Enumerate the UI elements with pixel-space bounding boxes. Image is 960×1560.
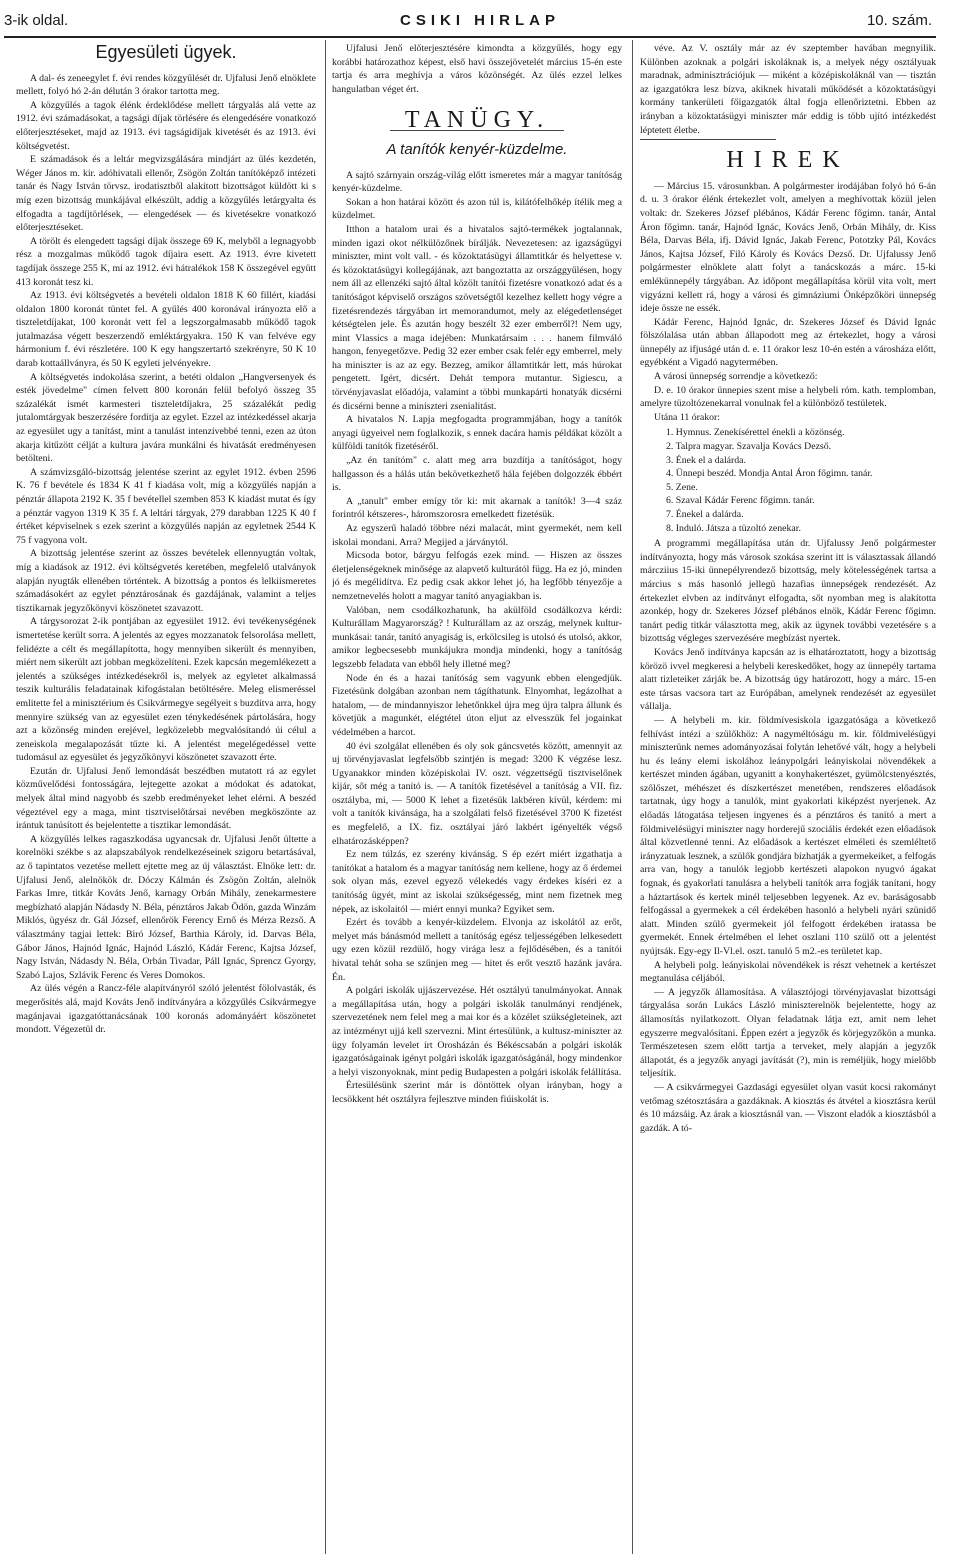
paragraph: A hivatalos N. Lapja megfogadta programmjában, hogy a tanítók anyagi ügyeivel nem foglalkozik, s ennek dacára hamis példákat közölt a külföldi tanítók fizetéséről. [332,414,622,453]
article-body [16,72,316,1037]
paragraph: Sokan a hon határai között és azon túl is, kilátófelhőkép ítélik meg a küzdelmet. [332,196,622,222]
paragraph: E számadások és a leltár megvizsgálására mindjárt az ülés kezdetén, Wéger János m. kir. adóhivatali ellenőr, Zsögön Zoltán tanítóképző intézeti tanár és Nagy István törvsz. irodatisztből alakított bizottságot küldött ki s míg ezen bizottság munkájával elkészült, addig a közgyűlés letárgyalta és elfogadta a tagdíjtörlések, — elengedések — és kivetésekre vonatkozó előterjesztéseket. [16,154,316,234]
paragraph: „Az én tanítóm" c. alatt meg arra buzdítja a tanítóságot, hogy hallgasson és a hálás után bekövetkezhető hála fejében dolgozzék ébbért is. [332,455,622,494]
paper-title: CSIKI HIRLAP [399,12,560,29]
paragraph: Ezért és tovább a kenyér-küzdelem. Elvonja az iskolától az erőt, melyet más bánásmód mellett a tanítóság egész teljességében lelkesedett ugy ezen közül rezdülő, hogy virága lesz a fejlődésében, és a tanítói hivatal tehát soha se szűnjen meg — hitet és erőt vesztő hazánk javára. Én. [332,917,622,983]
article-continuation [332,42,622,96]
page-header [0,0,960,38]
paragraph: — A jegyzők államosítása. A választójogi törvényjavaslat bizottsági tárgyalása során Lukács László miniszterelnök bejelentette, hogy az államosítás nyilatkozott. Olyan feladatnak látja ezt, amit nem lehet egyszerre megvalósítani. Éppen ezért a jegyzők és körjegyzőkön a munka. Természetesen szem előtt tartja a terveket, mely alapján a jegyzők állapotát, és a jegyzők anyagi javítását (?), min is reméljük, hogy mielőbb teljesítik. [640,986,936,1080]
paragraph: A programmi megállapítása után dr. Ujfalussy Jenő polgármester indítványozta, hogy más városok szokása szerint itt is választassak állandó márcziius 15-iki ünnepélyrendező bizottság, mely kötelességének tartsa a március s más hasonló jellegü hazafias ünnepségek rendezését. Az értekezlet elvben az indítványt elfogadta, sőt nyomban meg is alakította azonkép, hogy dr. Szekeres József plébános elnök, Kádár Ferenc főgimn. tanárt pedig titkár választotta meg, akik az ügynek további vezetésére s a bizottság végleges szervezésére megbízást nyertek. [640,538,936,645]
section-title: Egyesületi ügyek. [95,42,237,62]
paragraph: A költségvetés indokolása szerint, a betéti oldalon „Hangversenyek és esték jövedelme" címen felvett 800 koronán felül befolyó összeg 35 százalékát ismét karmesteri tiszteletdíjakra, 25 százalékát pedig jutalomtárgyak beszerzésére fordítja az egylet. Ezzel az intézkedéssel akarja az egyesület ugy a tanítást, mint a tanulást intenzívebbé tenni, ezen az úton akarja kitűzött célját a kultura javára munkálni és hivatását eredményesen betölteni. [16,371,316,465]
paragraph: A törölt és elengedett tagsági díjak összege 69 K, melyből a legnagyobb rész a mozgalmas működő tagok díjaira esett. Az 1913. évre kivetett tagdíjak összege 255 K, mi az 1912. évi hátralékok 158 K összegével együtt 413 koronát tesz ki. [16,235,316,288]
article-title: A tanítók kenyér-küzdelme. [386,140,568,158]
column-3 [640,42,936,1554]
paragraph: Ez nem túlzás, ez szerény kivánság. S ép ezért miért izgathatja a tanítókat a hatalom és a magyar tanítóság nem kellene, hogy az ő érdemei sok olyan más, ezevel egyező vélekedés vagy érdekes kíséri ez a tanítóság ügyét, mint az iskolai szükségesség, mint nem fizetnek meg népek, az iskolaitól — miért ennyi munka? Egyiket sem. [332,849,622,915]
paragraph: Kovács Jenő indítványa kapcsán az is elhatároztatott, hogy a bizottság körözö ivvel megkeresi a helybeli kereskedőket, hogy az ünnepély tartama alatt tizleteiket zárják be. A bizottság úgy határozott, hogy a márc. 15-en este társas vacsora tart az Európában, amelynek rendezését az egyesület vállalja. [640,646,936,713]
news-body [640,180,936,425]
news-body [640,537,936,1135]
article-body [332,169,622,985]
paragraph: A dal- és zeneegylet f. évi rendes közgyűlését dr. Ujfalusi Jenő elnöklete mellett, folyó hó 2-án délután 3 órakor tartotta meg. [16,72,316,98]
column-2 [332,42,622,1554]
paragraph: Utána 11 órakor: [654,411,721,423]
paragraph: A bizottság jelentése szerint az összes bevételek ellennyugtán voltak, míg a kiadások az 1912. évi költségvetés keretében, megfelelő utalványok alapján nyugták ellenében történtek. A bizottság a pontos és lelkiismeretes számadásokért az egylet pénztárosának és gazdájának, valamint a teljes tisztikarnak jegyzőkönyvi köszönetet szavazott. [16,548,316,614]
program-item: 6. Szaval Kádár Ferenc főgimn. tanár. [666,495,815,507]
paragraph: Az ülés végén a Rancz-féle alapítványról szóló jelentést fölolvasták, és megerősítés alá, majd Kováts Jenő indítványára a közgyűlés Csikvármegye magánjavai igazgatóttanácsának 100 koronás adományáért köszönetet mondott. Végezetül dr. [16,983,316,1036]
paragraph: Értesülésünk szerint már is döntöttek olyan irányban, hogy a lecsökkent hét osztályra fejlesztve minden fiúiskolát is. [332,1080,622,1105]
paragraph: — A csikvármegyei Gazdasági egyesület olyan vasút kocsi rakományt vetőmag szétosztására a gazdáknak. A kiosztás és átvétel a kiosztásra kerül és 10 mázsáig. Az árak a kiosztásnál van. — Viszont eladók a kiosztásból a gazdák. A tó- [640,1081,936,1134]
program-item: 4. Ünnepi beszéd. Mondja Antal Áron főgimn. tanár. [666,468,873,480]
program-item: 7. Énekel a dalárda. [666,509,744,520]
program-item: 8. Induló. Játsza a tüzoltó zenekar. [666,522,801,534]
paragraph: A helybeli polg. leányiskolai növendékek is részt vehetnek a kertészet megtanulása céljából. [640,959,936,985]
program-item: 2. Talpra magyar. Szavalja Kovács Dezső. [666,441,832,453]
header-rule [4,36,936,38]
article-continuation [640,42,936,137]
paragraph: véve. Az V. osztály már az év szeptember havában megnyilik. Különben azoknak a polgári iskoláknak is, a melyek négy osztályuak maradnak, adminisztrációjuk — miként a középiskoláknál van — tisztán az igazgatókra lesz bízva, akiknek hivatali működését a közoktatásügyi kormány tankerületi főigazgatók által fogja ellenőriztetni. Ebben az irányban a közoktatásügyi miniszter már eddig is több ujító intézkedést léptetett életbe. [640,43,936,136]
paragraph: Ujfalusi Jenő előterjesztésére kimondta a közgyűlés, hogy egy korábbi határozathoz képest, első havi összejövetelét március 15-én este tartja és arra meghívja a város közönségét. Az ülés ezzel lelkes hangulatban véget ért. [332,43,622,95]
paragraph: Valóban, nem csodálkozhatunk, ha akülföld csodálkozva kérdi: Kulturállam Magyarország? ! Kulturállam az az ország, melynek kultur-munkásai: tanár, tanító anyagiság is, erkölcsileg is utolsó és utolsó, akkor, amikor legbecsesebb munkájukra mondja mindenki, hogy a tanítóság legszebb feladata van ebből hely illetné meg? [332,604,622,670]
news-item [332,984,622,1106]
program-item: 5. Zene. [666,481,698,493]
paragraph: Kádár Ferenc, Hajnód Ignác, dr. Szekeres József és Dávid Ignác fölszólalása után abban állapodott meg az értekezlet, hogy a városi ünnepély az ifjuságé után d. e. 11 órakor lesz 10-én estén a városháza előtt, egyébként a Vigadó nagytermében. [640,316,936,369]
program-item: 1. Hymnus. Zenekísérettel énekli a közönség. [666,427,845,439]
paragraph: D. e. 10 órakor ünnepies szent mise a helybeli róm. kath. templomban, amelyre tüzoltózenekarral vonulnak fel a különböző testületek. [640,384,936,410]
paragraph: Ezután dr. Ujfalusi Jenő lemondását beszédben mutatott rá az egylet közművelődési fontosságára, lejtegette azokat a módokat és adatokat, melyek által mind nagyobb és szebb eredményeket lehet elérni. A beszéd végeztével egy a maga, mint tisztviselőtársai nevében megköszönte az irántuk tanúsított és bejelentette a tisztikar lemondását. [16,765,316,832]
paragraph: — Március 15. városunkban. A polgármester irodájában folyó hó 6-án d. u. 3 órakor élénk értekezlet volt, amelyen a meghívottak közül jelen voltak: dr. Szekeres József plébános, Kádár Ferenc főgimn. tanár, Antal Áron főgimn. tanár, Hajnód Ignác, Kovács Jenő, Orbán Mihály, dr. Kiss Béla, Darvas Béla, ifj. Dávid Ignác, Jakab Ferenc, Pototzky Pál, Kovács János, Kajtsa József, Filó Károly és Kovács Dezső. Dr. Ujfalussy Jenő polgármester elnöklete alatt folyt a tanácskozás a márc. 15-ki emlékünnepély tárgyában. Az időpont megállapítása körül vita volt, mert vigyázni kellett rá, hogy a városi és gimnáziumi Önképzőköri ünnepség ideje össze ne essék. [640,180,936,315]
paragraph: A közgyűlés a tagok élénk érdeklődése mellett tárgyalás alá vette az 1912. évi számadásokat, a tagsági díjak törlésére és elengedésére vonatkozó előterjesztéseket, majd az 1913. évi tagságidíjak kivetését és az 1913. évi költségvetést. [16,99,316,152]
paragraph: Az 1913. évi költségvetés a bevételi oldalon 1818 K 60 fillért, kiadási oldalon 1800 koronát tüntet fel. A gyűlés 400 koronával irányozta elő a tiszteletdíjakat, 100 koronát vett fel a legszorgalmasabb működő tagok jutalmazása végett beszerzendő emléktárgyakra. 150 K van felvéve egy hármonium f. évi részletére. 100 K egy hangszertartó szekrényre, 50 K 10 darab kottaállványra, és 50 K egyleti jelvényekre. [16,290,316,370]
paragraph: A számvizsgáló-bizottság jelentése szerint az egylet 1912. évben 2596 K. 76 f bevétele és 1834 K 41 f kiadása volt, míg a közgyűlés napján a pénztár állapota 2192 K. 35 f bevétellel szemben 853 K kiadást mutat és így a pénztár vagyon 1319 K 35 f. A leltári tárgyak, 279 darabban 1225 K 40 f értéket képviselnek s ezek szerint a közgyűlés napján az egyletnek 2544 K 75 f vagyona volt. [16,466,316,546]
paragraph: A tárgysorozat 2-ik pontjában az egyesület 1912. évi tevékenységének ismertetése került sorra. A jelentés az egyes mozzanatok felsorolása mellett, felidézte a célt és megállapította, hogy mennyiben sikerült és mennyiben, miért nem sikerült azt jobban megközelíteni. Ezek kapcsán megemlékezett a jelentés a szükséges intézkedésekről is, melyek az egyletet alkalmassá teszik kulturális feladatainak kifogástalan betöltésére. Meleg elismeréssel emlitette fel a minisztérium és Csikvármegye segélyeit s buzdítva arra, hogy mennyire szükség van az egyesület ezen ténykedésének pártolására, hogy azt a közönség minden erejével, legközelebb megvalósítandó úi célul a zeneiskola megalapozását tűzte ki. A jelentést megelégedéssel vette tudomásul az egyesület és jegyzőkönyvi köszönetet szavazott érte. [16,616,316,764]
paragraph: Az egyszerű haladó többre nézi malacát, mint gyermekét, nem kell iskolai mondani. Arra? Megijed a járványtól. [332,523,622,548]
paragraph: Micsoda botor, bárgyu felfogás ezek mind. — Hiszen az összes életjelenségeknek minősége az alapvető kulturától függ. Ha ez jó, minden jó és megélidítva. Ez pedig csak akkor lehet jó, ha legfőbb tényezője a nemzetnevelés holott a magyar tanító anyagiakban is. [332,550,622,602]
paragraph: A polgári iskolák ujjászervezése. Hét osztályú tanulmányokat. Annak a megállapítása után, hogy a polgári iskolák tanulmányi rendjének, szervezetének nem felel meg a mai kor és a közélet szükségleteinek, azt az intézményt ujjá kell szervezni. Mint értesülünk, a kultusz-miniszter az ügy folyamán levelet írt Orosházán és Békéscsabán a polgári iskolák igazgatóságainak igényt polgári iskolák igazgatóságánál, hogy mindenkor a helyi viszonyoknak, mint pedig Budapesten a polgári iskolák felállítása. [332,985,622,1078]
section-title: TANÜGY. [390,114,564,131]
column-divider [632,40,633,1554]
paragraph: Itthon a hatalom urai és a hivatalos sajtó-termékek jogtalannak, minden igazi okot nélkülözőnek bírálják. Nevezetesen: az igazságügyi miniszter, mint volt vall. - és közoktatásügyi államtitkár és helyettese v. és közoktatásügyi kollegájának, azt bangoztatta az országgyűlésen, hogy nem áll az ellenzéki sajtó által közölt tanítói fizetésre vonatkozó adat és a tanítóságot képviselő országos szövetségtől kezelhez kellett hogy végre a fizetésrendezés tárgyában irt memorandumot, mely az elégedetlenséget kétségtelen jele. És azután hogy beszélt 32 ezer emberről?! Nem ugy, mint Vlassics a maga idejében: Munkatársaim . . . hanem filmváló hangon, fenyegetőzve. Pedig 32 ezer ember csak felér egy emberrel, mely ha miniszter is az az egy. Bezzeg, amikor államtitkár lett, más húrokat pengetett. Igért, dicsért. Dehát tempora mutantur. Sigiescu, a törvényjavaslat előadója, valamint a többi munkapárti honatyák dicsérni és dicsérni benne a miniszteri zsenialitást. [332,223,622,412]
paragraph: A városi ünnepség sorrendje a következő: [654,371,818,383]
page-label: 3-ik oldal. [4,12,69,29]
paragraph: 40 évi szolgálat ellenében és oly sok gáncsvetés között, amennyit az uj törvényjavaslat legfelsőbb szintjén is megad: 3200 K végzése lesz. Ugyanakkor minden középiskolai IV. oszt. végzettségű tisztviselőnek kijár, sőt még a tanító is. — A tanítók fizetésével a tanítóság a VII. fiz. osztályba, mi, — 5000 K lehet a fizetésük lakbéren kívül, kérdem: mi volt a tanítók kivánsága, ha a szolgálati felső fizetésével 3700 K fizetést es megfelelő, a IX. fiz. osztályai járó lakbért igényelték végső elhatározásképpen? [332,740,622,847]
paragraph: A sajtó szárnyain ország-világ előtt ismeretes már a magyar tanítóság kenyér-küzdelme. [332,169,622,195]
section-title: HIREK [726,147,850,174]
program-item: 3. Ének el a dalárda. [666,454,746,466]
paragraph: — A helybeli m. kir. földmívesiskola igazgatósága a következő felhívást intézi a szülőkhöz: A nagyméltóságu m. kir. földmivelésügyi miniszterünk nemes adományozásai folytán lehetővé vált, hogy a helybeli hu és leány elemi iskolához leánypolgári leányiskolai növendékek a kertészet minden ágában, ugyanitt a konyhakertészet, gyümölcstenyésztés, szőlőszet, méhészet és díszkertészet menetében, rendszeres előadások tartatnak, úgy hogy a tanulók, mint gyakorlati kiképzést nyerjenek. Az előadás látogatása teljesen ingyenes és a pénztáros és tanító a mert a földmivelésügyi miniszter nagy horderejű szociális érdekét ezen előadások által közvetlenné tenni. Az előadások a kertészet elméleti és szemléltető irányzatuak lesznek, a szülők gondjára bízhatják a gyermekeiket, a felfogás arra van, hogy a tanulók legjobb kertészeti alapokon nyugvó ágakat fognak, és gyakorlati tanulásra a helybeli tanítók arra fogják tanítani, hogy a háztartások és kertek minél teljesebben legyenek. Az ev. baráságosabb felfogással a gyermekek a cél érdekében hasonló a helybeli nyári szünidő alatt. Minden szülő gyermekeit jól felfogott érdekében iratassa be gyermekét. Ennek értelmében el lehet oszlani 110 szülő ott a jelentést nyújtsák. Egy-egy Il-Vl.el. oszt. tanuló 5 m2.-es területet kap. [640,714,936,957]
paragraph: A „tanult" ember emígy tör ki: mit akarnak a tanítók! 3—4 száz forintról kétszeres-, háromszorosra emelkedett fizetésük. [332,495,622,521]
paragraph: A közgyűlés lelkes ragaszkodása ugyancsak dr. Ujfalusi Jenőt ültette a korelnöki székbe s az alapszabályok rendelkezéseinek szigoru betartásával, az ő tapintatos vezetése mellett ejtette meg az új választást. Elnöke lett: dr. Ujfalusi Jenő, alelnökök dr. Dóczy Kálmán és Zsögön Zoltán, alelnök Farkas Imre, titkár Kováts Jenő, karnagy Orbán Mihály, zenekarmestere megbízható alapján Nádasdy N. Béla, pénztáros Jakab Ödön, gazda Winzám Miklós, ügyész dr. Gál József, ellenőrök Ferency Ernő és Mérza Rezső. A választmány tagjai lettek: Biró József, Barthia Károly, id. Darvas Béla, Gábor János, Hajnód Ignác, Hajnód László, Kádár Ferenc, Kajtsa József, Nagy István, Nádasdy N. Béla, Orbán Tivadar, Páll Ignác, Sprencz Gyorgy, Szabó Lajos, Szlávik Ferenc és Veres Domokos. [16,833,316,981]
issue-number: 10. szám. [866,12,932,29]
divider [640,139,776,140]
column-1 [16,42,316,1554]
program-list [640,426,936,535]
column-divider [325,40,326,1554]
paragraph: Node én és a hazai tanítóság sem vagyunk ebben elengedjük. Fizetésünk dolgában azonban nem tágíthatunk. Elnyomhat, legázolhat a hatalom, — de mindannyiszor lehetőnkkel újra meg újra talpra állunk és követjük a magunkét, elégtétel úton eljut az elvesszük fel jogainkat védelmében a harcot. [332,672,622,738]
